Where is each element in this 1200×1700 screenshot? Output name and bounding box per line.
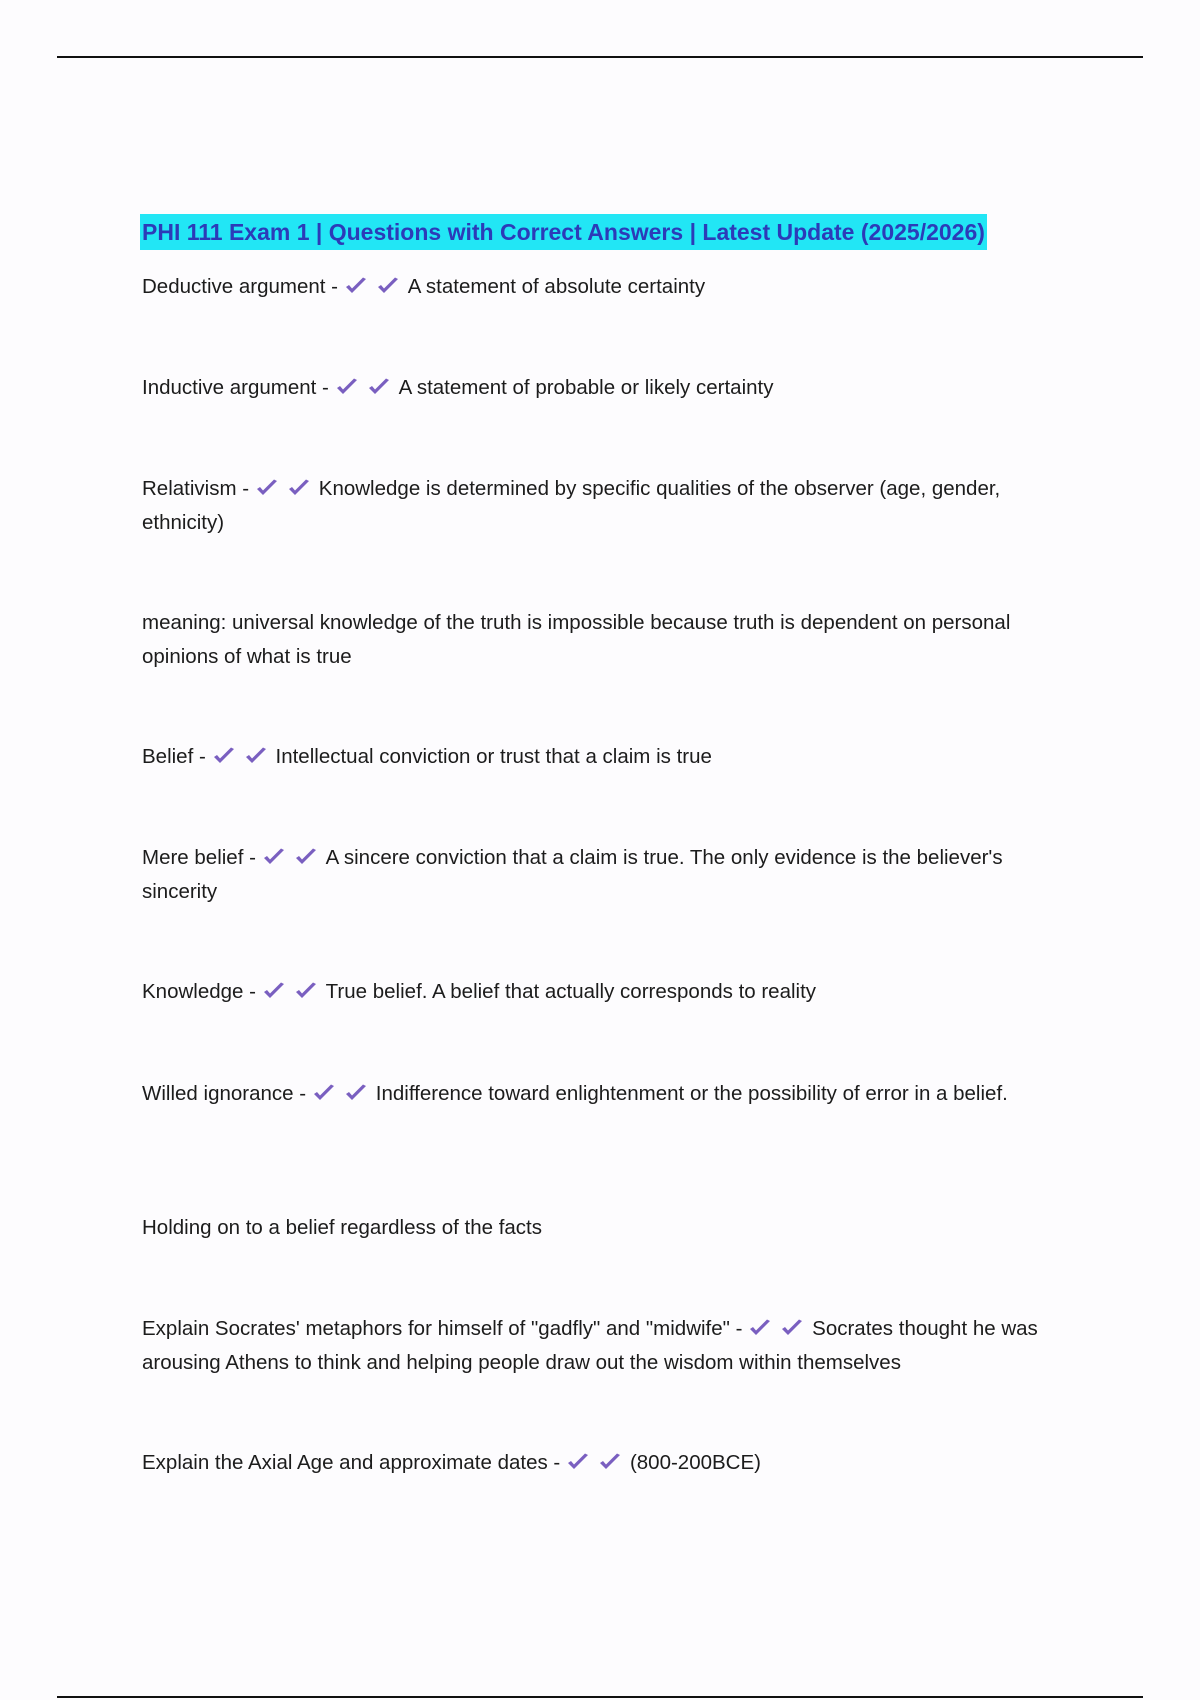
check-pair: [344, 275, 408, 298]
entry-answer: A sincere conviction that a claim is true. The only evidence is the believer's sincerity: [142, 846, 1003, 903]
check-icon: [244, 746, 268, 766]
check-icon: [566, 1452, 590, 1472]
check-icon: [598, 1452, 622, 1472]
qa-entry: [142, 472, 1062, 540]
check-icon: [312, 1083, 336, 1103]
entry-answer: A statement of probable or likely certainty: [398, 376, 774, 399]
check-pair: [335, 376, 399, 399]
check-icon: [376, 276, 400, 296]
check-pair: [566, 1451, 630, 1474]
check-pair: [212, 745, 276, 768]
entry-answer: (800-200BCE): [629, 1451, 761, 1474]
check-pair: [748, 1317, 812, 1340]
qa-entry: [142, 1312, 1062, 1380]
qa-entry: [142, 740, 712, 774]
entry-term: Relativism -: [142, 477, 250, 500]
entry-answer: Intellectual conviction or trust that a claim is true: [275, 745, 712, 768]
bottom-rule: [57, 1696, 1143, 1698]
qa-entry: [142, 1077, 1042, 1111]
entry-answer: Socrates thought he was arousing Athens to think and helping people draw out the wisdom within themselves: [142, 1317, 1038, 1374]
qa-entry: [142, 371, 773, 405]
check-icon: [255, 478, 279, 498]
entry-term: Deductive argument -: [142, 275, 338, 298]
check-icon: [748, 1318, 772, 1338]
title-line: [142, 214, 1062, 250]
qa-entry: [142, 975, 816, 1009]
qa-entry: [142, 841, 1062, 909]
qa-entry: [142, 1446, 761, 1480]
check-icon: [287, 478, 311, 498]
entry-term: Belief -: [142, 745, 206, 768]
check-icon: [344, 276, 368, 296]
check-icon: [294, 847, 318, 867]
note-paragraph: Holding on to a belief regardless of the facts: [142, 1216, 542, 1239]
qa-entry: [142, 270, 705, 304]
top-rule: [57, 56, 1143, 58]
note-paragraph: meaning: universal knowledge of the truth is impossible because truth is dependent on personal opinions of what is true: [142, 611, 1011, 668]
check-icon: [262, 981, 286, 1001]
check-icon: [294, 981, 318, 1001]
check-icon: [780, 1318, 804, 1338]
entry-term: Mere belief -: [142, 846, 256, 869]
check-icon: [335, 377, 359, 397]
entry-term: Willed ignorance -: [142, 1082, 307, 1105]
check-pair: [262, 846, 326, 869]
check-pair: [262, 980, 326, 1003]
check-icon: [367, 377, 391, 397]
entry-term: Explain Socrates' metaphors for himself of "gadfly" and "midwife" -: [142, 1317, 743, 1340]
check-icon: [212, 746, 236, 766]
check-pair: [312, 1082, 376, 1105]
entry-term: Explain the Axial Age and approximate dates -: [142, 1451, 561, 1474]
page-title: PHI 111 Exam 1 | Questions with Correct Answers | Latest Update (2025/2026): [140, 214, 987, 250]
document-content: [142, 214, 1062, 1474]
entry-answer: Knowledge is determined by specific qualities of the observer (age, gender, ethnicity): [142, 477, 1001, 534]
entry-answer: A statement of absolute certainty: [407, 275, 706, 298]
entry-answer: True belief. A belief that actually corresponds to reality: [325, 980, 817, 1003]
check-icon: [262, 847, 286, 867]
check-icon: [344, 1083, 368, 1103]
check-pair: [255, 477, 319, 500]
entry-answer: Indifference toward enlightenment or the possibility of error in a belief.: [375, 1082, 1008, 1105]
entry-term: Inductive argument -: [142, 376, 329, 399]
entry-term: Knowledge -: [142, 980, 256, 1003]
